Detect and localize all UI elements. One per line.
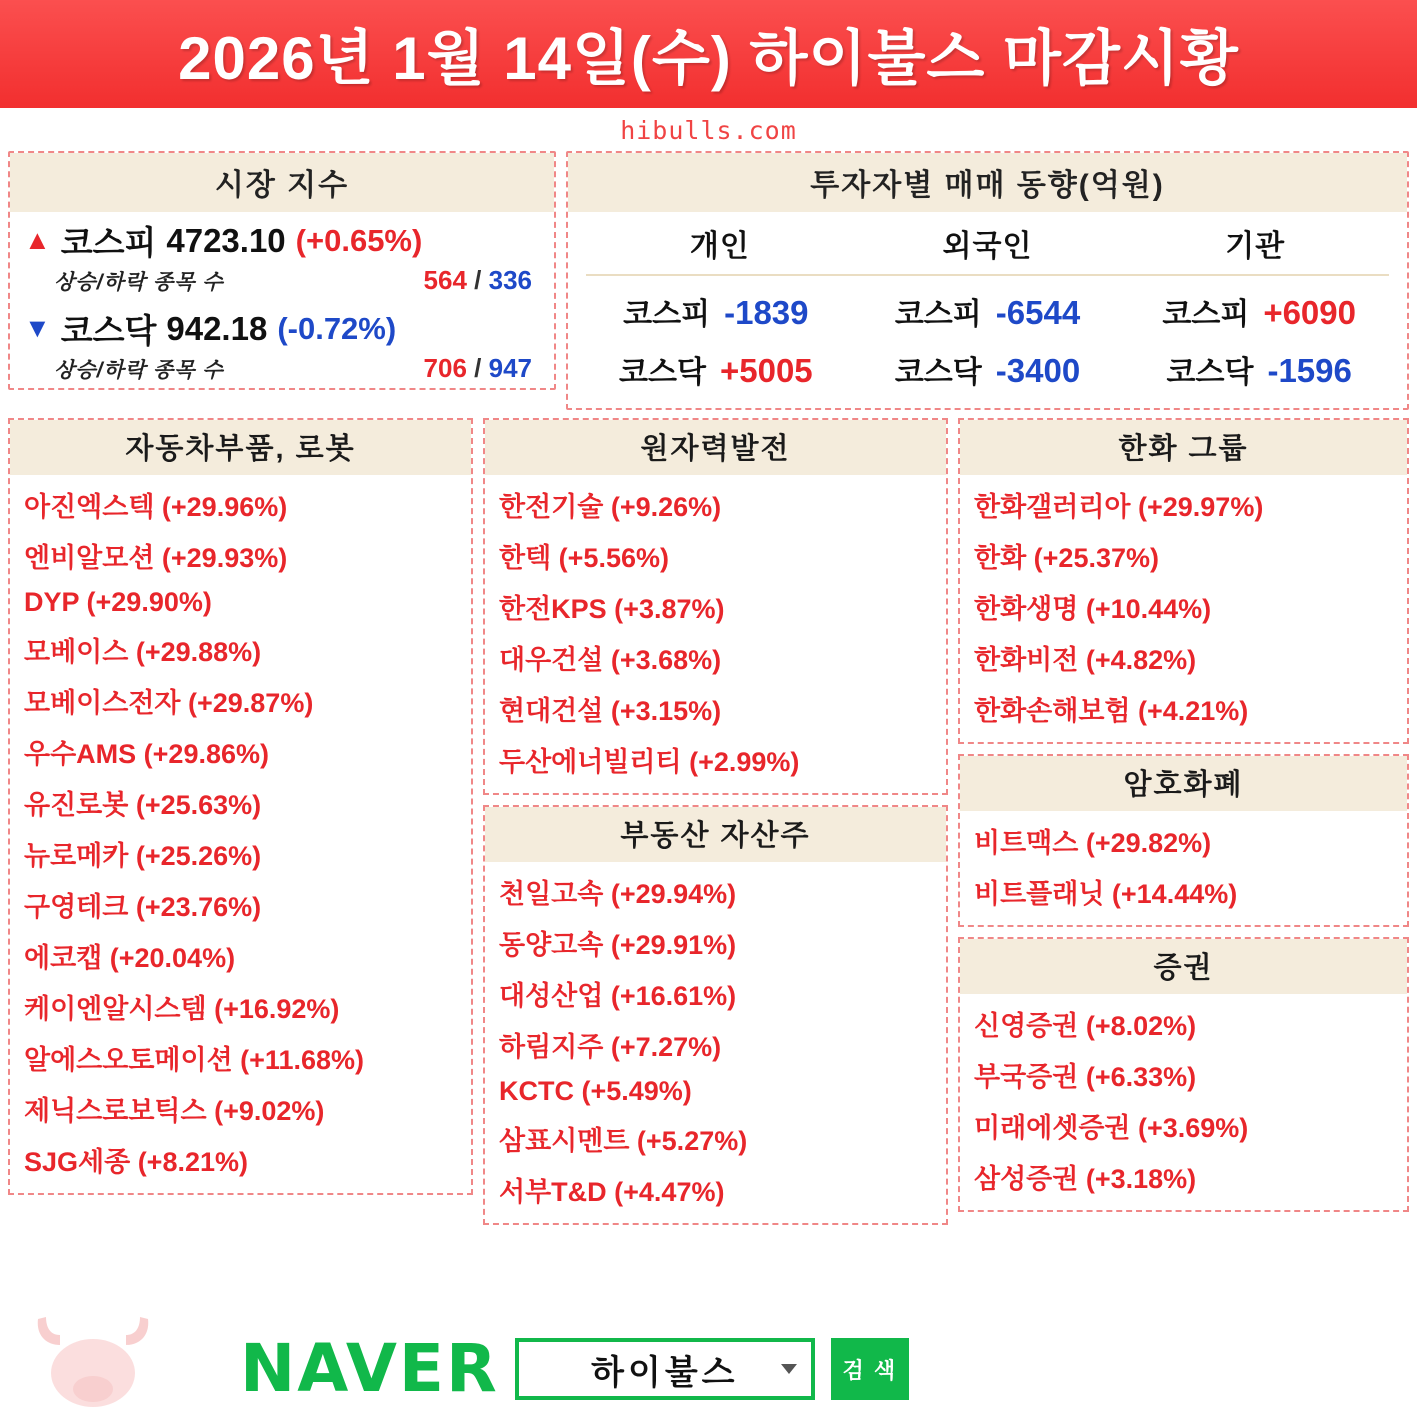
list-item[interactable]: 대성산업 (+16.61%) xyxy=(499,981,737,1011)
list-item[interactable]: 구영테크 (+23.76%) xyxy=(24,892,262,922)
market-index-panel xyxy=(8,151,556,390)
list-item[interactable]: 한전KPS (+3.87%) xyxy=(499,594,725,624)
market-label: 코스피 xyxy=(1162,298,1250,331)
list-item[interactable]: 한전기술 (+9.26%) xyxy=(499,492,722,522)
footer-search-bar xyxy=(0,1321,1417,1417)
list-item[interactable]: 제닉스로보틱스 (+9.02%) xyxy=(24,1096,325,1126)
search-input[interactable] xyxy=(515,1338,815,1400)
list-item[interactable]: SJG세종 (+8.21%) xyxy=(24,1147,248,1177)
value: -6544 xyxy=(995,294,1081,331)
list-item[interactable]: 알에스오토메이션 (+11.68%) xyxy=(24,1045,364,1075)
index-row-kospi xyxy=(10,212,554,264)
summary-row xyxy=(0,151,1417,410)
column-left xyxy=(8,418,473,1195)
group-title: 원자력발전 xyxy=(485,420,946,475)
list-item[interactable]: 현대건설 (+3.15%) xyxy=(499,696,722,726)
cell-institution-kosdaq xyxy=(1123,347,1395,391)
updown-label: 상승/하락 종목 수 xyxy=(54,358,224,382)
triangle-up-icon: ▲ xyxy=(24,225,51,255)
list-item[interactable]: KCTC (+5.49%) xyxy=(499,1076,692,1106)
list-item[interactable]: 부국증권 (+6.33%) xyxy=(974,1062,1197,1092)
list-item[interactable]: 에코캡 (+20.04%) xyxy=(24,943,236,973)
list-item[interactable]: 모베이스전자 (+29.87%) xyxy=(24,688,314,718)
market-label: 코스피 xyxy=(894,298,982,331)
investor-flow-header xyxy=(586,214,1389,276)
stock-list xyxy=(960,994,1407,1210)
column-header-foreign: 외국인 xyxy=(942,230,1033,263)
column-header-institution: 기관 xyxy=(1225,230,1286,263)
list-item[interactable]: 대우건설 (+3.68%) xyxy=(499,645,722,675)
cell-individual-kospi xyxy=(580,289,852,333)
value: -1839 xyxy=(724,294,809,331)
group-nuclear xyxy=(483,418,948,795)
group-auto-robot xyxy=(8,418,473,1195)
list-item[interactable]: 천일고속 (+29.94%) xyxy=(499,879,737,909)
list-item[interactable]: 삼표시멘트 (+5.27%) xyxy=(499,1126,748,1156)
naver-logo: NAVER xyxy=(240,1330,499,1407)
page-title: 2026년 1월 14일(수) 하이불스 마감시황 xyxy=(178,25,1239,92)
header-banner xyxy=(0,0,1417,108)
list-item[interactable]: 한화비전 (+4.82%) xyxy=(974,645,1197,675)
market-label: 코스닥 xyxy=(894,356,982,389)
stock-list xyxy=(960,475,1407,742)
updown-counts: 706 / 947 xyxy=(423,353,532,383)
list-item[interactable]: 한화갤러리아 (+29.97%) xyxy=(974,492,1264,522)
index-name: 코스피 xyxy=(60,224,157,261)
index-change-pct: (+0.65%) xyxy=(295,222,423,258)
list-item[interactable]: 삼성증권 (+3.18%) xyxy=(974,1164,1197,1194)
advancers-count: 706 xyxy=(423,353,467,383)
decliners-count: 947 xyxy=(488,353,532,383)
index-value: 942.18 xyxy=(166,309,268,347)
index-change-pct: (-0.72%) xyxy=(277,310,397,346)
list-item[interactable]: 유진로봇 (+25.63%) xyxy=(24,790,262,820)
updown-row-kosdaq xyxy=(10,352,554,388)
market-label: 코스닥 xyxy=(619,356,706,389)
index-row-kosdaq xyxy=(10,300,554,352)
list-item[interactable]: 모베이스 (+29.88%) xyxy=(24,637,262,667)
list-item[interactable]: 아진엑스텍 (+29.96%) xyxy=(24,492,288,522)
column-header-individual: 개인 xyxy=(689,230,750,263)
list-item[interactable]: 비트플래닛 (+14.44%) xyxy=(974,879,1238,909)
list-item[interactable]: 엔비알모션 (+29.93%) xyxy=(24,543,288,573)
updown-row-kospi xyxy=(10,264,554,300)
search-input-value: 하이불스 xyxy=(591,1353,739,1392)
list-item[interactable]: DYP (+29.90%) xyxy=(24,587,212,617)
decliners-count: 336 xyxy=(488,265,532,295)
index-name: 코스닥 xyxy=(60,312,157,349)
triangle-down-icon: ▼ xyxy=(24,313,51,343)
stock-list xyxy=(960,811,1407,925)
group-crypto xyxy=(958,754,1409,927)
value: +5005 xyxy=(719,352,813,389)
value: -1596 xyxy=(1267,352,1352,389)
group-title: 부동산 자산주 xyxy=(485,807,946,862)
bull-logo-icon xyxy=(30,1301,180,1411)
stock-list xyxy=(10,475,471,1193)
index-value: 4723.10 xyxy=(166,221,286,259)
investor-flow-panel xyxy=(566,151,1409,410)
market-index-title: 시장 지수 xyxy=(10,153,554,212)
stock-list xyxy=(485,862,946,1223)
group-title: 한화 그룹 xyxy=(960,420,1407,475)
list-item[interactable]: 하림지주 (+7.27%) xyxy=(499,1032,722,1062)
updown-counts: 564 / 336 xyxy=(423,265,532,295)
table-row xyxy=(580,340,1395,398)
value: +6090 xyxy=(1263,294,1356,331)
list-item[interactable]: 두산에너빌리티 (+2.99%) xyxy=(499,747,800,777)
list-item[interactable]: 한화생명 (+10.44%) xyxy=(974,594,1212,624)
list-item[interactable]: 한화 (+25.37%) xyxy=(974,543,1159,573)
list-item[interactable]: 우수AMS (+29.86%) xyxy=(24,739,269,769)
column-right xyxy=(958,418,1409,1212)
list-item[interactable]: 케이엔알시스템 (+16.92%) xyxy=(24,994,340,1024)
value: -3400 xyxy=(995,352,1081,389)
list-item[interactable]: 뉴로메카 (+25.26%) xyxy=(24,841,262,871)
updown-label: 상승/하락 종목 수 xyxy=(54,270,224,294)
market-label: 코스닥 xyxy=(1166,356,1254,389)
list-item[interactable]: 신영증권 (+8.02%) xyxy=(974,1011,1197,1041)
stock-list xyxy=(485,475,946,793)
cell-foreign-kosdaq xyxy=(852,347,1124,391)
cell-individual-kosdaq xyxy=(580,347,852,391)
list-item[interactable]: 미래에셋증권 (+3.69%) xyxy=(974,1113,1249,1143)
group-title: 증권 xyxy=(960,939,1407,994)
table-row xyxy=(580,282,1395,340)
group-realestate xyxy=(483,805,948,1225)
list-item[interactable]: 동양고속 (+29.91%) xyxy=(499,930,737,960)
market-label: 코스피 xyxy=(623,298,711,331)
cell-institution-kospi xyxy=(1123,289,1395,333)
group-hanwha xyxy=(958,418,1409,744)
group-securities xyxy=(958,937,1409,1212)
theme-columns xyxy=(0,410,1417,1225)
investor-flow-body xyxy=(568,276,1407,408)
group-title: 자동차부품, 로봇 xyxy=(10,420,471,475)
list-item[interactable]: 비트맥스 (+29.82%) xyxy=(974,828,1212,858)
cell-foreign-kospi xyxy=(852,289,1124,333)
investor-flow-title: 투자자별 매매 동향(억원) xyxy=(568,153,1407,212)
group-title: 암호화폐 xyxy=(960,756,1407,811)
chevron-down-icon[interactable] xyxy=(781,1364,797,1374)
advancers-count: 564 xyxy=(423,265,467,295)
list-item[interactable]: 한텍 (+5.56%) xyxy=(499,543,669,573)
list-item[interactable]: 서부T&D (+4.47%) xyxy=(499,1177,725,1207)
site-url: hibulls.com xyxy=(620,116,797,145)
list-item[interactable]: 한화손해보험 (+4.21%) xyxy=(974,696,1249,726)
search-button[interactable]: 검 색 xyxy=(831,1338,909,1400)
column-middle xyxy=(483,418,948,1225)
